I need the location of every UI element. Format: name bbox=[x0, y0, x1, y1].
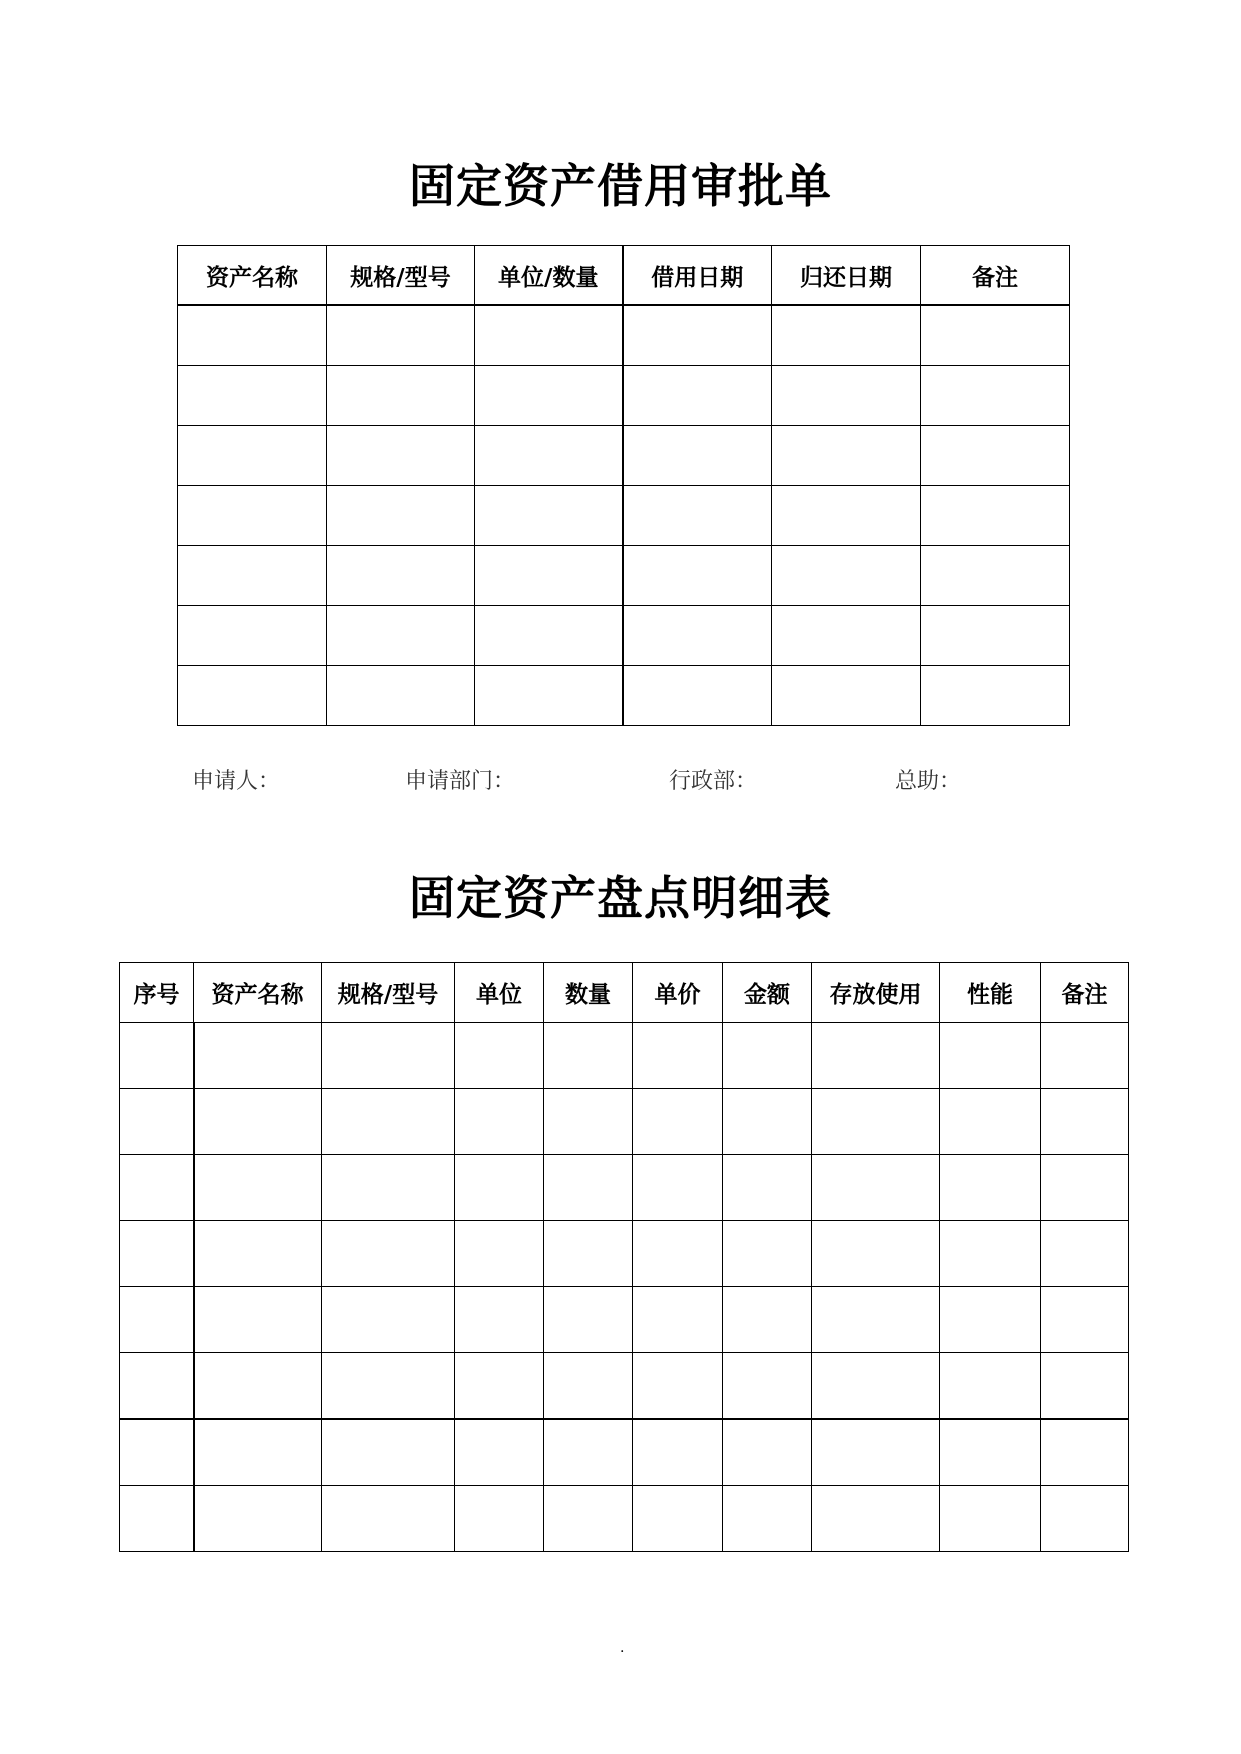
table-cell[interactable] bbox=[178, 486, 327, 546]
column-header: 单位 bbox=[455, 963, 544, 1023]
table-cell[interactable] bbox=[623, 606, 772, 666]
table-cell[interactable] bbox=[940, 1486, 1041, 1552]
table-cell[interactable] bbox=[812, 1155, 940, 1221]
column-header: 单价 bbox=[633, 963, 723, 1023]
table-cell[interactable] bbox=[120, 1353, 194, 1420]
table-cell[interactable] bbox=[544, 1221, 633, 1287]
table-cell[interactable] bbox=[1041, 1023, 1129, 1089]
table-cell[interactable] bbox=[475, 486, 623, 546]
table-row bbox=[120, 1287, 1129, 1353]
table-cell[interactable] bbox=[194, 1089, 322, 1155]
table-cell[interactable] bbox=[178, 305, 327, 366]
table-cell[interactable] bbox=[812, 1486, 940, 1552]
applicant-label: 申请人： bbox=[192, 769, 281, 794]
table-cell[interactable] bbox=[723, 1353, 812, 1420]
table-row bbox=[120, 1155, 1129, 1221]
table-cell[interactable] bbox=[178, 606, 327, 666]
table-cell[interactable] bbox=[120, 1486, 194, 1552]
column-header: 金额 bbox=[723, 963, 812, 1023]
table-cell[interactable] bbox=[772, 486, 921, 546]
table-cell[interactable] bbox=[322, 1089, 455, 1155]
table-cell[interactable] bbox=[327, 426, 475, 486]
table-cell[interactable] bbox=[455, 1089, 544, 1155]
table-cell[interactable] bbox=[120, 1155, 194, 1221]
table-cell[interactable] bbox=[322, 1486, 455, 1552]
page-mark: . bbox=[620, 1640, 625, 1656]
table-cell[interactable] bbox=[633, 1089, 723, 1155]
table-cell[interactable] bbox=[544, 1419, 633, 1486]
table-cell[interactable] bbox=[812, 1287, 940, 1353]
table-cell[interactable] bbox=[1041, 1155, 1129, 1221]
table-cell[interactable] bbox=[633, 1023, 723, 1089]
inventory-list-title: 固定资产盘点明细表 bbox=[409, 871, 832, 925]
table-cell[interactable] bbox=[623, 366, 772, 426]
table-header-row bbox=[178, 246, 1070, 306]
table-cell[interactable] bbox=[327, 666, 475, 726]
table-cell[interactable] bbox=[1041, 1089, 1129, 1155]
column-header: 资产名称 bbox=[178, 246, 327, 306]
table-cell[interactable] bbox=[455, 1486, 544, 1552]
table-cell[interactable] bbox=[194, 1023, 322, 1089]
table-cell[interactable] bbox=[544, 1353, 633, 1420]
table-cell[interactable] bbox=[194, 1221, 322, 1287]
table-row bbox=[120, 1353, 1129, 1420]
table-cell[interactable] bbox=[327, 366, 475, 426]
table-cell[interactable] bbox=[1041, 1353, 1129, 1420]
table-cell[interactable] bbox=[1041, 1287, 1129, 1353]
table-cell[interactable] bbox=[178, 666, 327, 726]
table-cell[interactable] bbox=[178, 366, 327, 426]
table-cell[interactable] bbox=[723, 1287, 812, 1353]
table-row bbox=[120, 1486, 1129, 1552]
table-cell[interactable] bbox=[812, 1221, 940, 1287]
table-cell[interactable] bbox=[723, 1486, 812, 1552]
table-cell[interactable] bbox=[194, 1419, 322, 1486]
table-cell[interactable] bbox=[623, 546, 772, 606]
table-cell[interactable] bbox=[544, 1023, 633, 1089]
table-cell[interactable] bbox=[772, 426, 921, 486]
table-cell[interactable] bbox=[940, 1089, 1041, 1155]
table-cell[interactable] bbox=[194, 1353, 322, 1420]
table-cell[interactable] bbox=[633, 1486, 723, 1552]
table-cell[interactable] bbox=[475, 366, 623, 426]
table-row bbox=[178, 426, 1070, 486]
table-cell[interactable] bbox=[475, 546, 623, 606]
column-header: 规格/型号 bbox=[327, 246, 475, 306]
table-cell[interactable] bbox=[120, 1419, 194, 1486]
table-row bbox=[120, 1089, 1129, 1155]
table-cell[interactable] bbox=[772, 366, 921, 426]
table-cell[interactable] bbox=[455, 1419, 544, 1486]
borrow-approval-table bbox=[177, 245, 1070, 726]
table-cell[interactable] bbox=[940, 1155, 1041, 1221]
table-cell[interactable] bbox=[327, 546, 475, 606]
table-cell[interactable] bbox=[723, 1419, 812, 1486]
table-cell[interactable] bbox=[322, 1155, 455, 1221]
table-cell[interactable] bbox=[322, 1353, 455, 1420]
borrow-form-title: 固定资产借用审批单 bbox=[409, 159, 832, 213]
column-header: 存放使用 bbox=[812, 963, 940, 1023]
table-cell[interactable] bbox=[475, 606, 623, 666]
table-row bbox=[178, 666, 1070, 726]
table-cell[interactable] bbox=[723, 1089, 812, 1155]
table-cell[interactable] bbox=[812, 1353, 940, 1420]
table-cell[interactable] bbox=[772, 666, 921, 726]
table-cell[interactable] bbox=[475, 666, 623, 726]
table-row bbox=[178, 546, 1070, 606]
signature-line bbox=[0, 764, 1241, 798]
table-cell[interactable] bbox=[633, 1221, 723, 1287]
table-cell[interactable] bbox=[940, 1419, 1041, 1486]
general-assistant-label: 总助： bbox=[895, 769, 962, 794]
table-cell[interactable] bbox=[327, 486, 475, 546]
table-cell[interactable] bbox=[623, 486, 772, 546]
table-cell[interactable] bbox=[812, 1023, 940, 1089]
table-cell[interactable] bbox=[772, 546, 921, 606]
column-header: 规格/型号 bbox=[322, 963, 455, 1023]
table-cell[interactable] bbox=[194, 1486, 322, 1552]
table-cell[interactable] bbox=[120, 1287, 194, 1353]
table-cell[interactable] bbox=[940, 1287, 1041, 1353]
table-cell[interactable] bbox=[1041, 1486, 1129, 1552]
column-header: 单位/数量 bbox=[475, 246, 623, 306]
table-cell[interactable] bbox=[544, 1287, 633, 1353]
column-header: 归还日期 bbox=[772, 246, 921, 306]
table-cell[interactable] bbox=[772, 606, 921, 666]
table-cell[interactable] bbox=[633, 1353, 723, 1420]
table-cell[interactable] bbox=[544, 1155, 633, 1221]
table-cell[interactable] bbox=[633, 1419, 723, 1486]
column-header: 备注 bbox=[1041, 963, 1129, 1023]
table-cell[interactable] bbox=[812, 1419, 940, 1486]
table-cell[interactable] bbox=[921, 606, 1070, 666]
table-cell[interactable] bbox=[455, 1287, 544, 1353]
table-cell[interactable] bbox=[623, 426, 772, 486]
table-cell[interactable] bbox=[921, 486, 1070, 546]
table-cell[interactable] bbox=[623, 305, 772, 366]
table-cell[interactable] bbox=[120, 1023, 194, 1089]
table-cell[interactable] bbox=[544, 1486, 633, 1552]
table-cell[interactable] bbox=[194, 1155, 322, 1221]
table-row bbox=[178, 305, 1070, 366]
column-header: 序号 bbox=[120, 963, 194, 1023]
table-cell[interactable] bbox=[455, 1353, 544, 1420]
table-cell[interactable] bbox=[633, 1287, 723, 1353]
table-cell[interactable] bbox=[723, 1023, 812, 1089]
table-cell[interactable] bbox=[921, 366, 1070, 426]
table-cell[interactable] bbox=[921, 546, 1070, 606]
table-cell[interactable] bbox=[1041, 1419, 1129, 1486]
table-cell[interactable] bbox=[322, 1023, 455, 1089]
column-header: 借用日期 bbox=[623, 246, 772, 306]
table-row bbox=[178, 486, 1070, 546]
table-row bbox=[178, 606, 1070, 666]
table-cell[interactable] bbox=[327, 305, 475, 366]
table-cell[interactable] bbox=[194, 1287, 322, 1353]
table-cell[interactable] bbox=[455, 1221, 544, 1287]
table-cell[interactable] bbox=[772, 305, 921, 366]
column-header: 备注 bbox=[921, 246, 1070, 306]
table-cell[interactable] bbox=[940, 1023, 1041, 1089]
table-row bbox=[120, 1221, 1129, 1287]
admin-label: 行政部： bbox=[669, 769, 758, 794]
table-cell[interactable] bbox=[455, 1023, 544, 1089]
table-cell[interactable] bbox=[812, 1089, 940, 1155]
table-row bbox=[120, 1023, 1129, 1089]
table-cell[interactable] bbox=[940, 1353, 1041, 1420]
table-cell[interactable] bbox=[633, 1155, 723, 1221]
column-header: 资产名称 bbox=[194, 963, 322, 1023]
table-cell[interactable] bbox=[940, 1221, 1041, 1287]
column-header: 数量 bbox=[544, 963, 633, 1023]
table-cell[interactable] bbox=[455, 1155, 544, 1221]
inventory-detail-table bbox=[119, 962, 1129, 1552]
table-cell[interactable] bbox=[178, 546, 327, 606]
table-cell[interactable] bbox=[322, 1287, 455, 1353]
table-cell[interactable] bbox=[623, 666, 772, 726]
table-cell[interactable] bbox=[327, 606, 475, 666]
table-cell[interactable] bbox=[475, 426, 623, 486]
table-cell[interactable] bbox=[178, 426, 327, 486]
column-header: 性能 bbox=[940, 963, 1041, 1023]
table-cell[interactable] bbox=[322, 1221, 455, 1287]
table-cell[interactable] bbox=[1041, 1221, 1129, 1287]
table-row bbox=[120, 1419, 1129, 1486]
table-cell[interactable] bbox=[544, 1089, 633, 1155]
table-cell[interactable] bbox=[921, 666, 1070, 726]
table-header-row bbox=[120, 963, 1129, 1023]
table-cell[interactable] bbox=[475, 305, 623, 366]
table-row bbox=[178, 366, 1070, 426]
department-label: 申请部门： bbox=[405, 769, 516, 794]
table-cell[interactable] bbox=[120, 1089, 194, 1155]
table-cell[interactable] bbox=[921, 305, 1070, 366]
table-cell[interactable] bbox=[723, 1155, 812, 1221]
table-cell[interactable] bbox=[120, 1221, 194, 1287]
table-cell[interactable] bbox=[723, 1221, 812, 1287]
table-cell[interactable] bbox=[921, 426, 1070, 486]
table-cell[interactable] bbox=[322, 1419, 455, 1486]
